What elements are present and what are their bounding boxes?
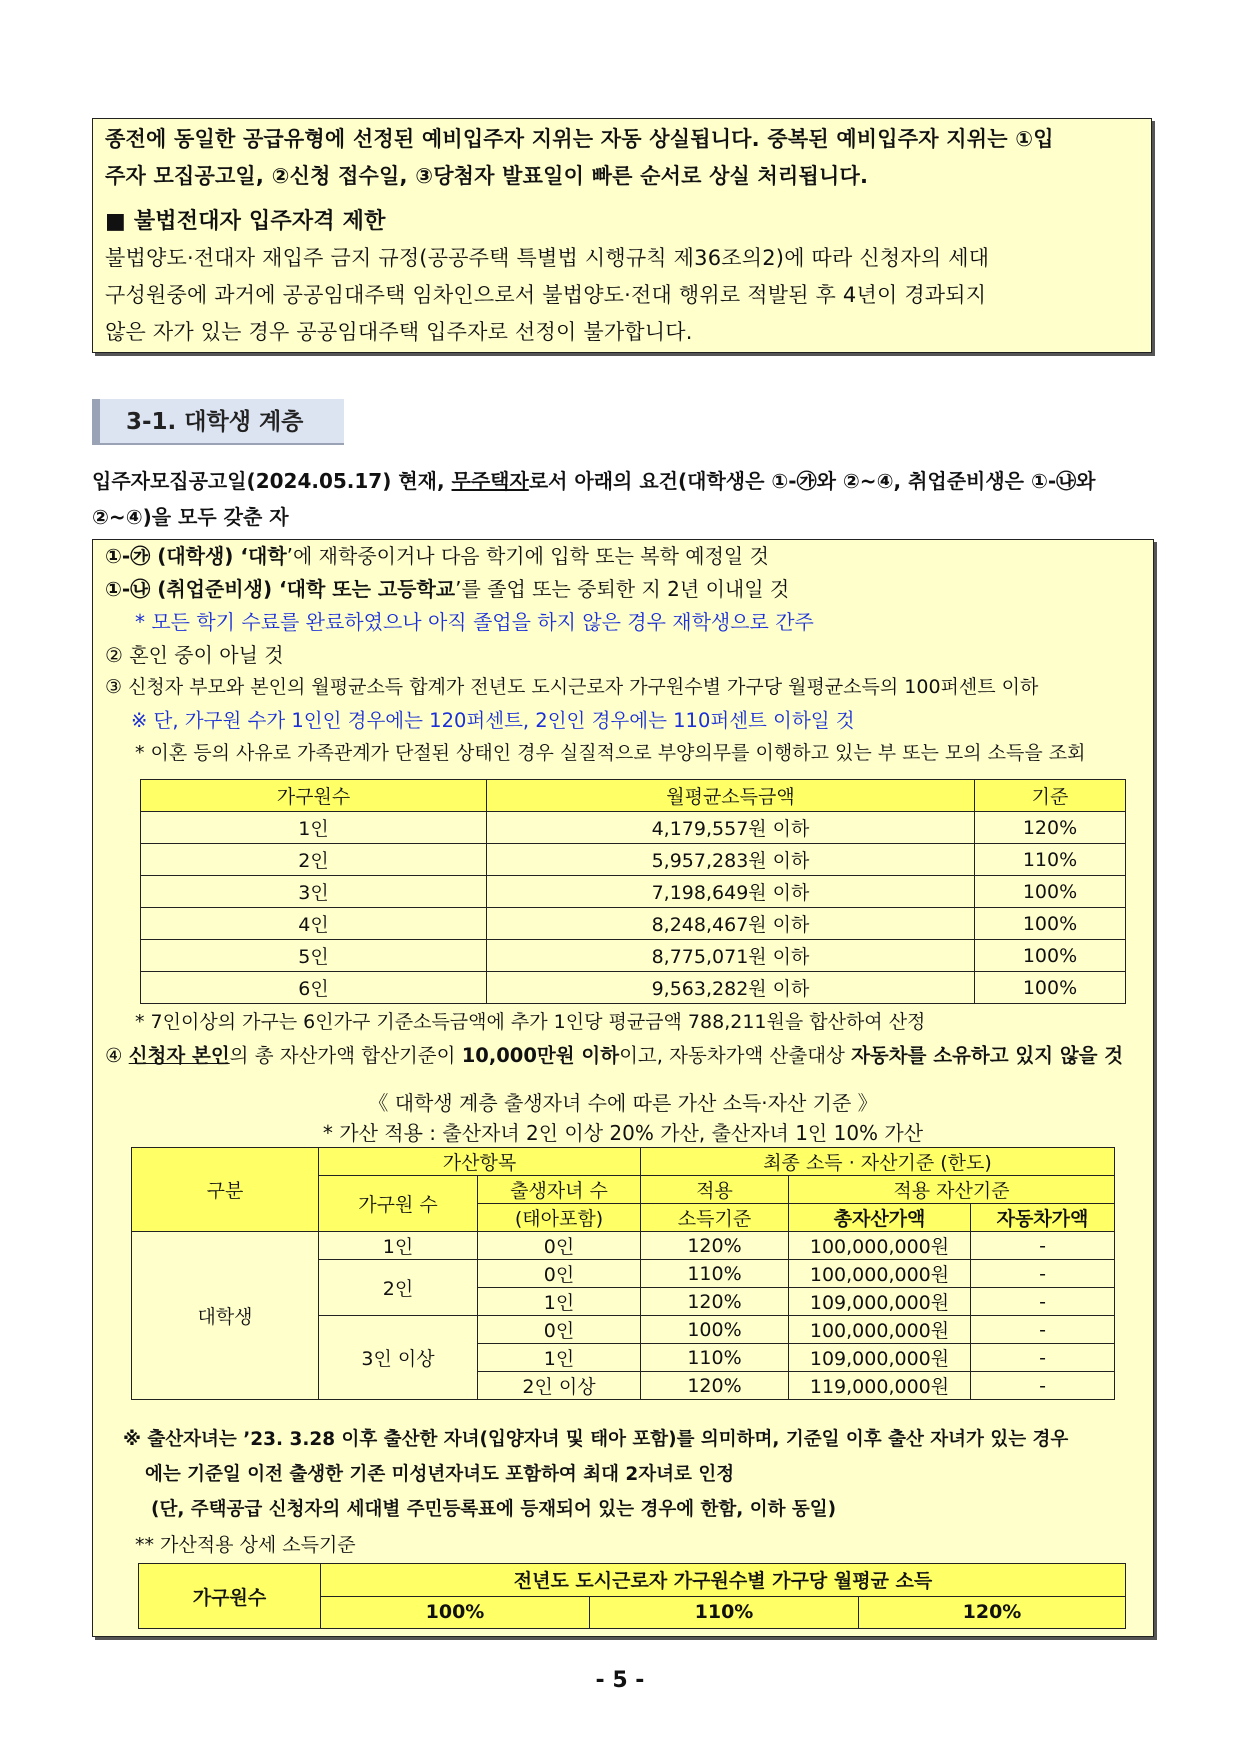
income-cell: 8,775,071원 이하 xyxy=(487,940,975,972)
bonus-header-children-1: 출생자녀 수 xyxy=(478,1176,641,1204)
income-cell: 1인 xyxy=(141,812,487,844)
table-row xyxy=(141,812,1126,844)
bonus-cell: 120% xyxy=(641,1372,789,1400)
notice-line-1: 종전에 동일한 공급유형에 선정된 예비입주자 지위는 자동 상실됩니다. 중복된 예비입주자 지위는 ①입 xyxy=(105,127,1054,151)
bonus-cell: - xyxy=(971,1232,1115,1260)
bonus-cell: 100,000,000원 xyxy=(789,1316,971,1344)
bonus-cell: 119,000,000원 xyxy=(789,1372,971,1400)
requirements-box xyxy=(92,539,1154,1637)
bonus-header-car: 자동차가액 xyxy=(971,1204,1115,1232)
income-cell: 120% xyxy=(975,812,1126,844)
req-1a-pre: ①-㉮ (대학생) ‘ xyxy=(105,544,248,568)
bonus-title: 《 대학생 계층 출생자녀 수에 따른 가산 소득·자산 기준 》 xyxy=(368,1091,878,1115)
section-title: 3-1. 대학생 계층 xyxy=(92,399,344,445)
table-row xyxy=(141,844,1126,876)
intro-part-3: 로서 아래의 요건(대학생은 ①-㉮와 ②~④, 취업준비생은 ①-㉯와 xyxy=(528,469,1096,493)
income-cell: 8,248,467원 이하 xyxy=(487,908,975,940)
bonus-header-gubun: 구분 xyxy=(132,1148,319,1232)
bonus-cell: 120% xyxy=(641,1288,789,1316)
req-4-b: 신청자 본인 xyxy=(128,1044,230,1067)
req-3-note-1: ※ 단, 가구원 수가 1인인 경우에는 120퍼센트, 2인인 경우에는 110퍼센트 이하일 것 xyxy=(131,709,855,732)
income-cell: 100% xyxy=(975,940,1126,972)
detail-col-100: 100% xyxy=(321,1596,590,1629)
table-row xyxy=(141,876,1126,908)
bonus-group-1: 1인 xyxy=(319,1232,478,1260)
bonus-header-final: 최종 소득 · 자산기준 (한도) xyxy=(641,1148,1115,1176)
req-1b xyxy=(105,573,789,602)
bonus-header-income-1: 적용 xyxy=(641,1176,789,1204)
bonus-cell: 2인 이상 xyxy=(478,1372,641,1400)
req-4 xyxy=(105,1040,1123,1068)
bonus-header-children-2: (태아포함) xyxy=(478,1204,641,1232)
bonus-cell: 100,000,000원 xyxy=(789,1260,971,1288)
req-1a xyxy=(105,540,769,569)
req-4-c: 의 총 자산가액 합산기준이 xyxy=(229,1044,462,1067)
req-1b-bold: 대학 또는 고등학교 xyxy=(286,577,456,601)
intro-text xyxy=(92,463,1152,535)
notice-body-3: 않은 자가 있는 경우 공공임대주택 입주자로 선정이 불가합니다. xyxy=(105,320,693,344)
note-1: ※ 출산자녀는 ’23. 3.28 이후 출산한 자녀(입양자녀 및 태아 포함)를 의미하며, 기준일 이후 출산 자녀가 있는 경우 xyxy=(123,1429,1069,1450)
income-cell: 6인 xyxy=(141,972,487,1004)
bonus-cell: 110% xyxy=(641,1344,789,1372)
intro-part-4: ②~④)을 모두 갖춘 자 xyxy=(92,505,289,529)
detail-header-members: 가구원수 xyxy=(139,1564,321,1629)
table-row xyxy=(141,940,1126,972)
bonus-cell: 109,000,000원 xyxy=(789,1288,971,1316)
notice-line-2: 주자 모집공고일, ②신청 접수일, ③당첨자 발표일이 빠른 순서로 상실 처리됩니다. xyxy=(105,164,869,188)
income-table-header xyxy=(141,780,1126,812)
bonus-group-3: 3인 이상 xyxy=(319,1316,478,1400)
bonus-cell: - xyxy=(971,1344,1115,1372)
income-table xyxy=(140,779,1126,1004)
income-cell: 3인 xyxy=(141,876,487,908)
income-header-members: 가구원수 xyxy=(141,780,487,812)
req-3-note-3: * 7인이상의 가구는 6인가구 기준소득금액에 추가 1인당 평균금액 788,211원을 합산하여 산정 xyxy=(135,1011,926,1033)
bonus-category: 대학생 xyxy=(132,1232,319,1400)
bonus-cell: 100% xyxy=(641,1316,789,1344)
page-number: - 5 - xyxy=(595,1668,645,1693)
income-cell: 100% xyxy=(975,908,1126,940)
req-4-d: 10,000만원 이하 xyxy=(461,1044,620,1067)
bonus-cell: 109,000,000원 xyxy=(789,1344,971,1372)
req-3-note-2: * 이혼 등의 사유로 가족관계가 단절된 상태인 경우 실질적으로 부양의무를 이행하고 있는 부 또는 모의 소득을 조회 xyxy=(135,742,1086,764)
income-cell: 100% xyxy=(975,972,1126,1004)
income-cell: 4,179,557원 이하 xyxy=(487,812,975,844)
bonus-group-2: 2인 xyxy=(319,1260,478,1316)
bonus-cell: 0인 xyxy=(478,1316,641,1344)
bonus-cell: 0인 xyxy=(478,1260,641,1288)
income-cell: 5인 xyxy=(141,940,487,972)
table-row xyxy=(141,908,1126,940)
bonus-header-total: 총자산가액 xyxy=(789,1204,971,1232)
income-cell: 7,198,649원 이하 xyxy=(487,876,975,908)
income-cell: 9,563,282원 이하 xyxy=(487,972,975,1004)
req-1a-post: ’에 재학중이거나 다음 학기에 입학 또는 복학 예정일 것 xyxy=(286,544,769,568)
detail-col-120: 120% xyxy=(859,1596,1126,1629)
detail-income-table xyxy=(138,1563,1126,1629)
note-4: ** 가산적용 상세 소득기준 xyxy=(135,1534,356,1556)
note-2: 에는 기준일 이전 출생한 기존 미성년자녀도 포함하여 최대 2자녀로 인정 xyxy=(145,1464,735,1485)
table-row xyxy=(141,972,1126,1004)
req-4-f: 자동차를 소유하고 있지 않을 것 xyxy=(851,1044,1124,1067)
req-1b-note: * 모든 학기 수료를 완료하였으나 아직 졸업을 하지 않은 경우 재학생으로 간주 xyxy=(135,610,814,634)
income-cell: 4인 xyxy=(141,908,487,940)
bonus-cell: 110% xyxy=(641,1260,789,1288)
bonus-cell: 1인 xyxy=(478,1344,641,1372)
bonus-cell: - xyxy=(971,1260,1115,1288)
req-3: ③ 신청자 부모와 본인의 월평균소득 합계가 전년도 도시근로자 가구원수별 가구당 월평균소득의 100퍼센트 이하 xyxy=(105,676,1039,698)
income-cell: 2인 xyxy=(141,844,487,876)
notice-heading: ■ 불법전대자 입주자격 제한 xyxy=(105,209,386,234)
income-cell: 100% xyxy=(975,876,1126,908)
req-2: ② 혼인 중이 아닐 것 xyxy=(105,643,284,667)
bonus-header-add: 가산항목 xyxy=(319,1148,641,1176)
bonus-header-income-2: 소득기준 xyxy=(641,1204,789,1232)
req-4-a: ④ xyxy=(105,1044,129,1067)
notice-body-1: 불법양도·전대자 재입주 금지 규정(공공주택 특별법 시행규칙 제36조의2)에 따라 신청자의 세대 xyxy=(105,246,990,270)
notice-box xyxy=(92,118,1152,353)
req-1a-bold: 대학 xyxy=(248,544,287,568)
req-1b-post: ’를 졸업 또는 중퇴한 지 2년 이내일 것 xyxy=(455,577,790,601)
notice-body-2: 구성원중에 과거에 공공임대주택 임차인으로서 불법양도·전대 행위로 적발된 후 4년이 경과되지 xyxy=(105,283,987,307)
req-1b-pre: ①-㉯ (취업준비생) ‘ xyxy=(105,577,287,601)
income-header-criteria: 기준 xyxy=(975,780,1126,812)
req-4-e: 이고, 자동차가액 산출대상 xyxy=(619,1044,852,1067)
bonus-cell: - xyxy=(971,1372,1115,1400)
detail-col-110: 110% xyxy=(590,1596,859,1629)
table-row xyxy=(132,1232,1115,1260)
bonus-cell: 120% xyxy=(641,1232,789,1260)
income-cell: 5,957,283원 이하 xyxy=(487,844,975,876)
bonus-cell: 100,000,000원 xyxy=(789,1232,971,1260)
bonus-header-asset: 적용 자산기준 xyxy=(789,1176,1115,1204)
bonus-header-members: 가구원 수 xyxy=(319,1176,478,1232)
income-header-amount: 월평균소득금액 xyxy=(487,780,975,812)
bonus-cell: 0인 xyxy=(478,1232,641,1260)
intro-part-1: 입주자모집공고일(2024.05.17) 현재, xyxy=(92,469,452,493)
detail-header-income: 전년도 도시근로자 가구원수별 가구당 월평균 소득 xyxy=(321,1564,1126,1597)
bonus-table xyxy=(131,1147,1115,1400)
bonus-cell: 1인 xyxy=(478,1288,641,1316)
intro-no-house: 무주택자 xyxy=(451,469,529,493)
bonus-cell: - xyxy=(971,1316,1115,1344)
bonus-cell: - xyxy=(971,1288,1115,1316)
bonus-subtitle: * 가산 적용 : 출산자녀 2인 이상 20% 가산, 출산자녀 1인 10% 가산 xyxy=(322,1121,924,1145)
note-3: (단, 주택공급 신청자의 세대별 주민등록표에 등재되어 있는 경우에 한함, 이하 동일) xyxy=(151,1499,837,1520)
income-cell: 110% xyxy=(975,844,1126,876)
